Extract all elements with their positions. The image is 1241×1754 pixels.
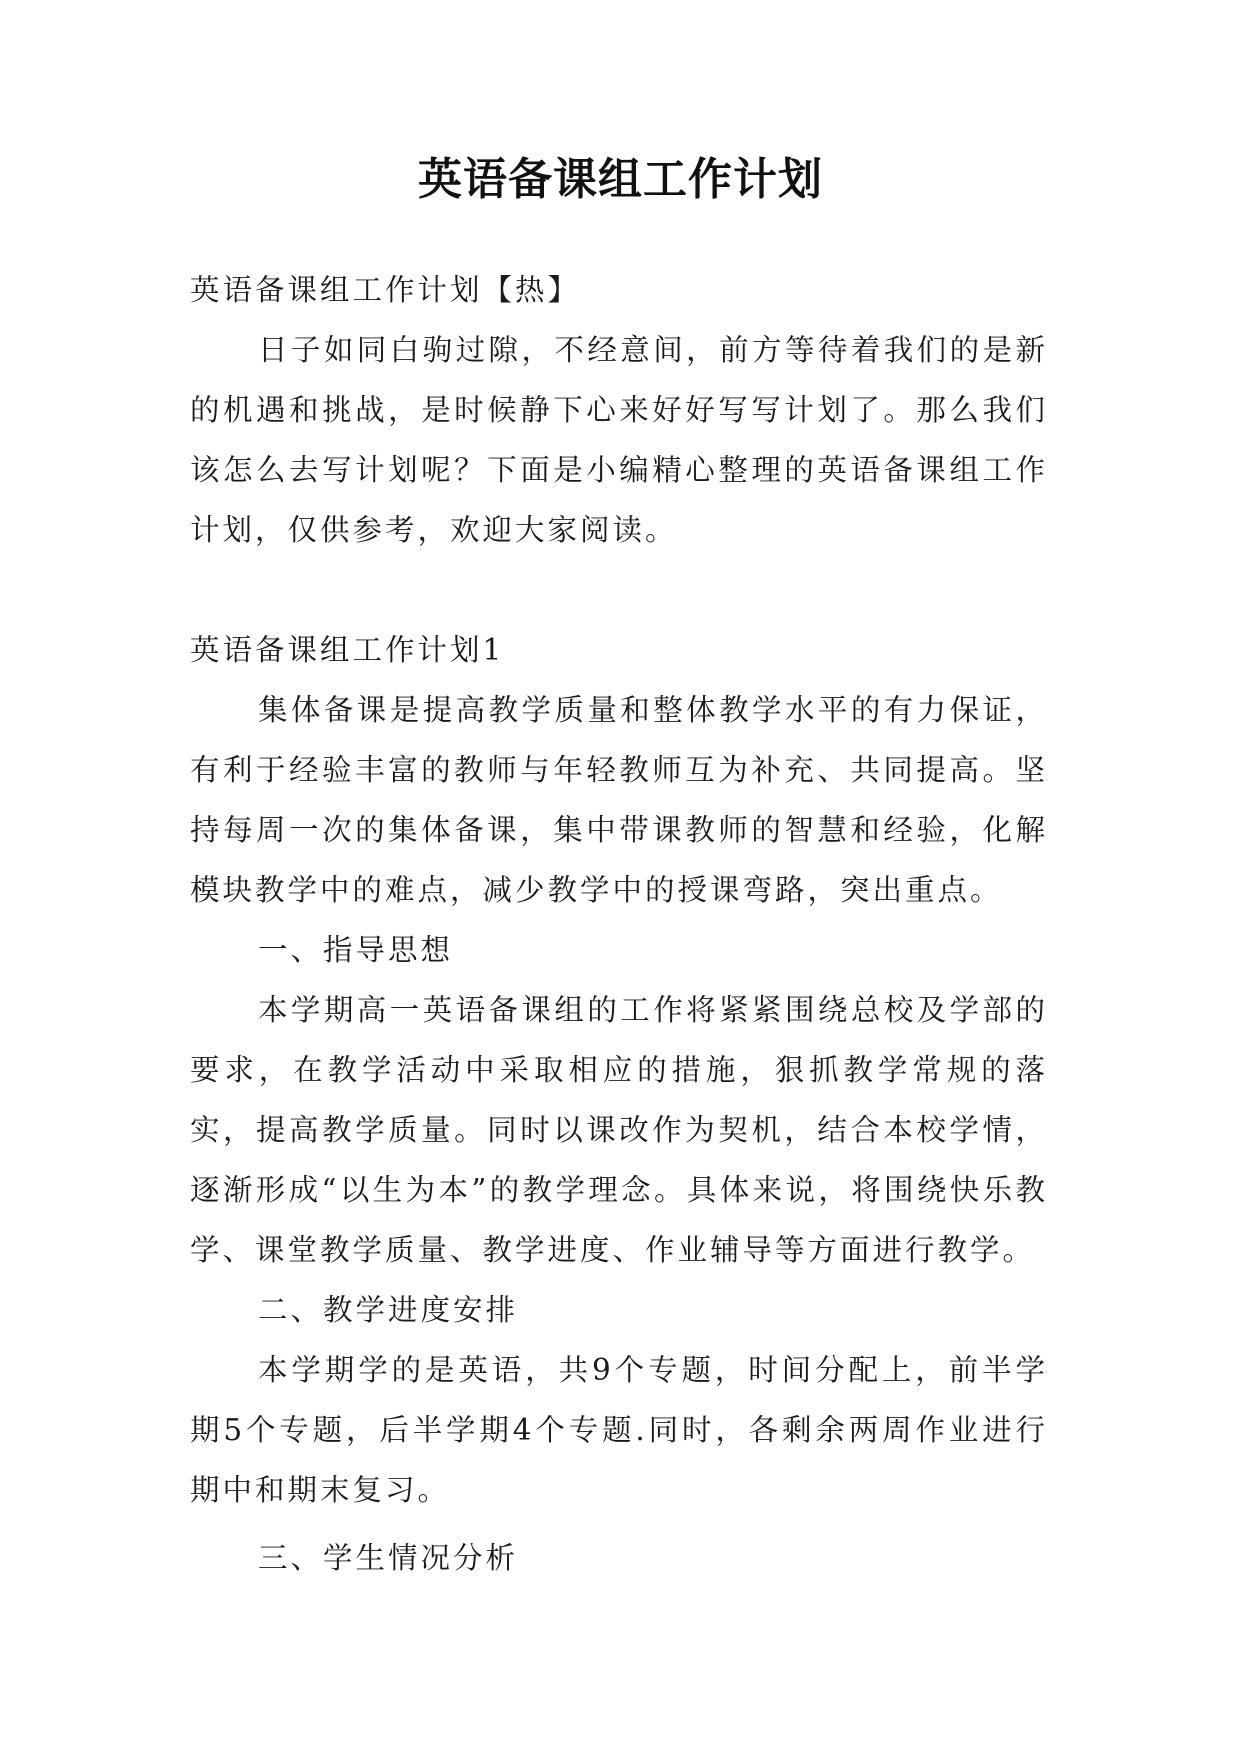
paragraph-teaching-schedule: 本学期学的是英语，共9个专题，时间分配上，前半学期5个专题，后半学期4个专题.同时，各剩余两周作业进行期中和期末复习。 (190, 1353, 1048, 1507)
subheading-student-analysis: 三、学生情况分析 (258, 1541, 519, 1575)
intro-paragraph: 日子如同白驹过隙，不经意间，前方等待着我们的是新的机遇和挑战，是时候静下心来好好写写计划了。那么我们该怎么去写计划呢？下面是小编精心整理的英语备课组工作计划，仅供参考，欢迎大家阅读。 (190, 333, 1048, 547)
section1-paragraph: 集体备课是提高教学质量和整体教学水平的有力保证，有利于经验丰富的教师与年轻教师互为补充、共同提高。坚持每周一次的集体备课，集中带课教师的智慧和经验，化解模块教学中的难点，减少教学中的授课弯路，突出重点。 (190, 693, 1048, 907)
subheading-teaching-schedule: 二、教学进度安排 (258, 1293, 519, 1327)
section1-heading: 英语备课组工作计划1 (190, 633, 505, 667)
subheading-guiding-ideology: 一、指导思想 (258, 933, 454, 967)
intro-heading: 英语备课组工作计划【热】 (190, 273, 581, 307)
paragraph-guiding-ideology: 本学期高一英语备课组的工作将紧紧围绕总校及学部的要求，在教学活动中采取相应的措施，狠抓教学常规的落实，提高教学质量。同时以课改作为契机，结合本校学情，逐渐形成“以生为本”的教学理念。具体来说，将围绕快乐教学、课堂教学质量、教学进度、作业辅导等方面进行教学。 (190, 993, 1048, 1267)
section-spacer (190, 560, 1048, 620)
document-title: 英语备课组工作计划 (418, 154, 823, 205)
document-body (190, 260, 1048, 1588)
